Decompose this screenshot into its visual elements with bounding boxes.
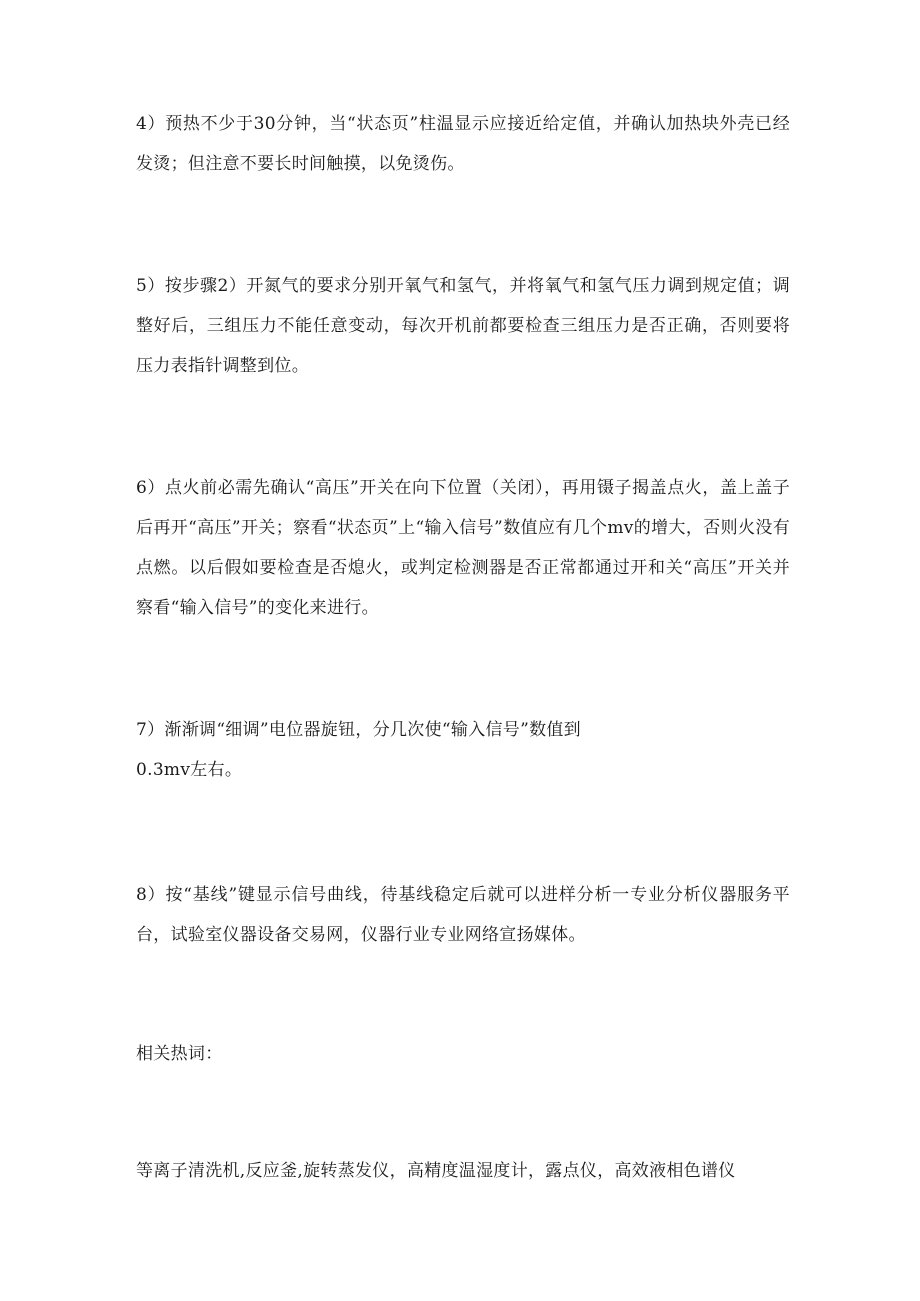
- paragraph-step-4: 4）预热不少于30分钟，当“状态页”柱温显示应接近给定值，并确认加热块外壳已经发烫；但注意不要长时间触摸，以免烫伤。: [136, 114, 790, 174]
- paragraph-step-7-line-2: 0.3mv左右。: [136, 760, 243, 780]
- hot-words-label: 相关热词：: [136, 1044, 223, 1064]
- paragraph-step-8: 8）按“基线”键显示信号曲线，待基线稳定后就可以进样分析一专业分析仪器服务平台，试验室仪器设备交易网，仪器行业专业网络宣扬媒体。: [136, 885, 790, 945]
- paragraph-step-7-line-1: 7）渐渐调“细调”电位器旋钮，分几次使“输入信号”数值到: [136, 720, 581, 740]
- paragraph-step-5: 5）按步骤2）开氮气的要求分别开氧气和氢气，并将氧气和氢气压力调到规定值；调整好后，三组压力不能任意变动，每次开机前都要检查三组压力是否正确，否则要将压力表指针调整到位。: [136, 276, 790, 376]
- paragraph-step-6: 6）点火前必需先确认“高压”开关在向下位置（关闭），再用镊子揭盖点火，盖上盖子后再开“高压”开关；察看“状态页”上“输入信号”数值应有几个mv的增大，否则火没有点燃。以后假如要检查是否熄火，或判定检测器是否正常都通过开和关“高压”开关并察看“输入信号”的变化来进行。: [136, 478, 790, 618]
- hot-words-list: 等离子清洗机,反应釜,旋转蒸发仪，高精度温湿度计，露点仪，高效液相色谱仪: [136, 1161, 736, 1181]
